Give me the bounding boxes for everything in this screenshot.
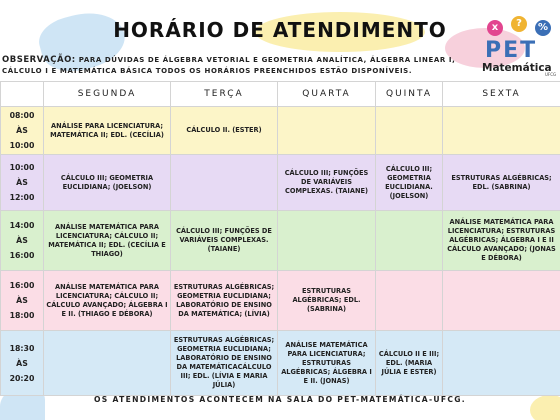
time-slot <box>1 211 44 271</box>
observation-note <box>2 55 477 77</box>
cell-segunda: ANÁLISE MATEMÁTICA PARA LICENCIATURA; CÁLCULO II; CÁLCULO AVANÇADO; ÁLGEBRA I E II. (THIAGO E DÉBORA) <box>44 271 171 331</box>
schedule-header-row <box>1 82 560 107</box>
pet-matematica-logo <box>481 16 560 78</box>
cell-quinta: CÁLCULO II E III; EDL. (MARIA JÚLIA E ESTER) <box>376 331 443 396</box>
cell-quarta: ANÁLISE MATEMÁTICA PARA LICENCIATURA; ESTRUTURAS ALGÉBRICAS; ÁLGEBRA I E II. (JONAS) <box>278 331 376 396</box>
time-start: 10:00 ÀS <box>9 163 35 187</box>
cell-sexta <box>443 271 560 331</box>
cell-quarta <box>278 211 376 271</box>
time-end: 18:00 <box>9 311 35 320</box>
time-slot <box>1 331 44 396</box>
header-corner <box>1 82 44 107</box>
time-start: 18:30 ÀS <box>9 343 35 368</box>
time-end: 20:20 <box>9 373 35 383</box>
cell-terca <box>171 155 278 211</box>
logo-ball-question: ? <box>511 16 527 32</box>
time-end: 12:00 <box>9 193 35 202</box>
cell-quinta: CÁLCULO III; GEOMETRIA EUCLIDIANA. (JOELSON) <box>376 155 443 211</box>
logo-ufcg-text: UFCG <box>545 72 557 77</box>
table-row <box>1 211 560 271</box>
observation-label: OBSERVAÇÃO: <box>2 55 76 65</box>
cell-segunda <box>44 331 171 396</box>
time-start: 14:00 ÀS <box>9 221 35 245</box>
header-quarta: QUARTA <box>278 82 376 107</box>
cell-quinta <box>376 271 443 331</box>
footer-note: OS ATENDIMENTOS ACONTECEM NA SALA DO PET-MATEMÁTICA-UFCG. <box>94 395 466 404</box>
header-quinta: QUINTA <box>376 82 443 107</box>
logo-ball-percent: % <box>535 20 551 36</box>
observation-text: PARA DÚVIDAS DE ÁLGEBRA VETORIAL E GEOMETRIA ANALÍTICA, ÁLGEBRA LINEAR I, CÁLCULO I E MATEMÁTICA BÁSICA TODOS OS HORÁRIOS PREENCHIDOS ESTÃO DISPONÍVEIS. <box>2 56 456 75</box>
table-row <box>1 331 560 396</box>
table-row <box>1 107 560 155</box>
table-row <box>1 271 560 331</box>
time-slot <box>1 107 44 155</box>
cell-segunda: CÁLCULO III; GEOMETRIA EUCLIDIANA; (JOELSON) <box>44 155 171 211</box>
cell-quarta <box>278 107 376 155</box>
time-slot <box>1 271 44 331</box>
header-segunda: SEGUNDA <box>44 82 171 107</box>
time-start: 16:00 ÀS <box>9 281 35 305</box>
cell-sexta <box>443 107 560 155</box>
time-start: 08:00 ÀS <box>9 111 35 135</box>
cell-terca: ESTRUTURAS ALGÉBRICAS; GEOMETRIA EUCLIDIANA; LABORATÓRIO DE ENSINO DA MATEMÁTICA; (LÍVIA) <box>171 271 278 331</box>
cell-quinta <box>376 107 443 155</box>
header-sexta: SEXTA <box>443 82 560 107</box>
header-terca: TERÇA <box>171 82 278 107</box>
cell-quarta: CÁLCULO III; FUNÇÕES DE VARIÁVEIS COMPLEXAS. (TAIANE) <box>278 155 376 211</box>
cell-terca: ESTRUTURAS ALGÉBRICAS; GEOMETRIA EUCLIDIANA; LABORATÓRIO DE ENSINO DA MATEMÁTICACÁLCULO III; EDL. (LÍVIA E MARIA JÚLIA) <box>171 331 278 396</box>
cell-sexta: ESTRUTURAS ALGÉBRICAS; EDL. (SABRINA) <box>443 155 560 211</box>
cell-segunda: ANÁLISE PARA LICENCIATURA; MATEMÁTICA II; EDL. (CECÍLIA) <box>44 107 171 155</box>
cell-segunda: ANÁLISE MATEMÁTICA PARA LICENCIATURA; CÁLCULO II; MATEMÁTICA II; EDL. (CECÍLIA E THIAGO) <box>44 211 171 271</box>
time-end: 16:00 <box>9 251 35 260</box>
logo-pet-text: PET <box>485 38 538 63</box>
cell-terca: CÁLCULO II. (ESTER) <box>171 107 278 155</box>
cell-terca: CÁLCULO III; FUNÇÕES DE VARIÁVEIS COMPLEXAS. (TAIANE) <box>171 211 278 271</box>
time-slot <box>1 155 44 211</box>
cell-sexta <box>443 331 560 396</box>
time-end: 10:00 <box>9 141 35 150</box>
page-title: HORÁRIO DE ATENDIMENTO <box>113 18 447 42</box>
logo-ball-x: x <box>487 20 503 36</box>
cell-quarta: ESTRUTURAS ALGÉBRICAS; EDL. (SABRINA) <box>278 271 376 331</box>
table-row <box>1 155 560 211</box>
logo-matematica-text: Matemática <box>482 62 552 74</box>
cell-quinta <box>376 211 443 271</box>
cell-sexta: ANÁLISE MATEMÁTICA PARA LICENCIATURA; ESTRUTURAS ALGÉBRICAS; ÁLGEBRA I E II CÁLCULO AVANÇADO; (JONAS E DÉBORA) <box>443 211 560 271</box>
schedule-table <box>0 81 560 396</box>
